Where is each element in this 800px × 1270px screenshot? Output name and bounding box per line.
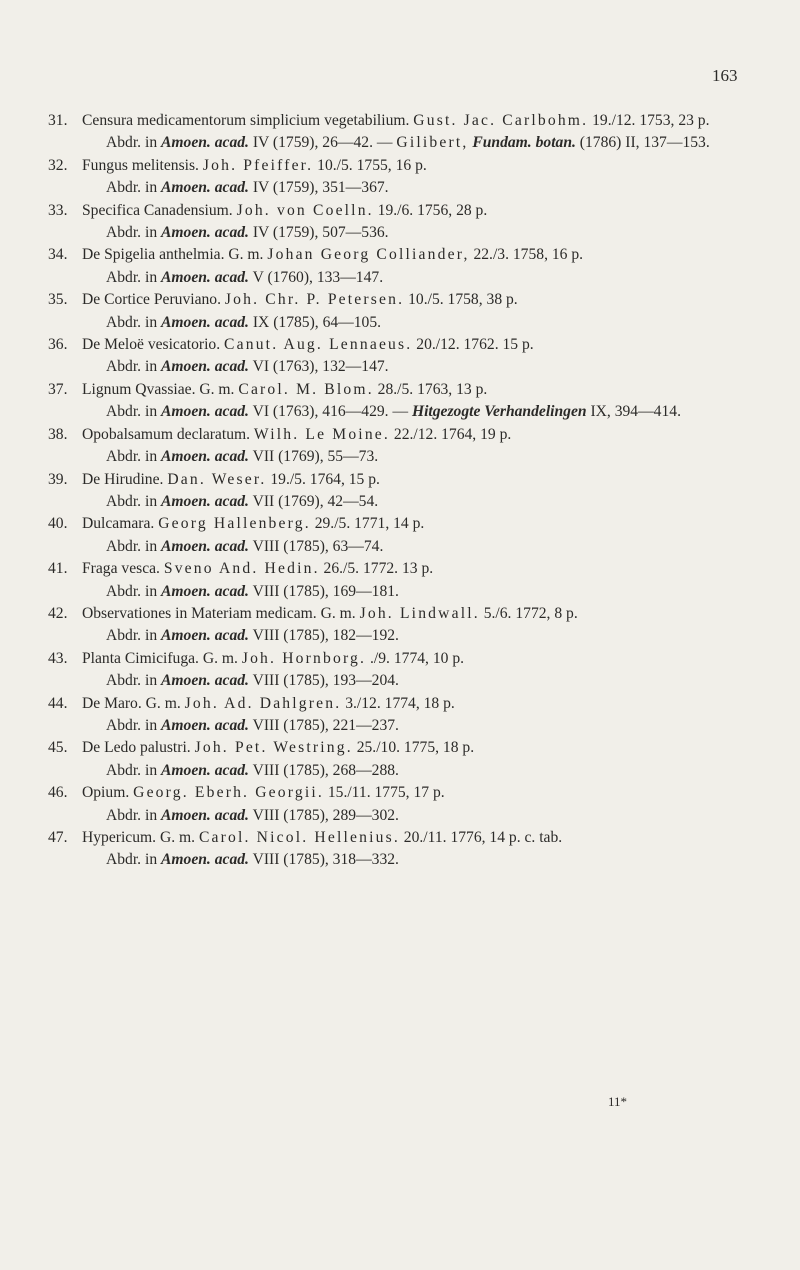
journal-title: Amoen. acad.	[161, 403, 249, 421]
reprint-note: Abdr. in Amoen. acad. VII (1769), 42—54.	[106, 492, 379, 510]
entry-36	[48, 334, 754, 379]
entry-number: 42.	[48, 604, 68, 622]
journal-title: Amoen. acad.	[161, 627, 249, 645]
author-name: Georg Hallenberg.	[158, 515, 311, 533]
journal-title: Amoen. acad.	[161, 537, 249, 555]
entry-title: Fraga vesca. Sveno And. Hedin. 26./5. 1772. 13 p.	[82, 560, 434, 578]
entry-39	[48, 469, 754, 514]
entry-number: 33.	[48, 201, 68, 219]
reprint-note: Abdr. in Amoen. acad. IV (1759), 507—536.	[106, 224, 389, 242]
entry-title: De Meloë vesicatorio. Canut. Aug. Lennaeus. 20./12. 1762. 15 p.	[82, 336, 534, 354]
journal-title: Amoen. acad.	[161, 268, 249, 286]
reprint-note: Abdr. in Amoen. acad. VIII (1785), 289—302.	[106, 806, 399, 824]
author-name: Carol. Nicol. Hellenius.	[198, 829, 400, 846]
journal-title: Amoen. acad.	[161, 806, 249, 824]
reprint-note: Abdr. in Amoen. acad. IV (1759), 26—42. — Gilibert, Fundam. botan. (1786) II, 137—153.	[106, 134, 710, 152]
author-name: Wilh. Le Moine.	[253, 425, 390, 443]
author-name: Georg. Eberh. Georgii.	[133, 784, 324, 802]
entry-title: De Hirudine. Dan. Weser. 19./5. 1764, 15 p.	[82, 470, 380, 488]
entry-title: De Spigelia anthelmia. G. m. Johan Georg Colliander, 22./3. 1758, 16 p.	[82, 246, 584, 264]
entry-38	[48, 424, 754, 469]
entry-title: De Cortice Peruviano. Joh. Chr. P. Petersen. 10./5. 1758, 38 p.	[82, 291, 518, 309]
journal-title: Amoen. acad.	[161, 672, 249, 690]
signature-mark: 11*	[608, 1094, 628, 1109]
reprint-note: Abdr. in Amoen. acad. VII (1769), 55—73.	[106, 448, 379, 466]
author-name: Joh. von Coelln.	[236, 201, 374, 219]
entry-47	[48, 827, 754, 872]
reprint-note: Abdr. in Amoen. acad. IV (1759), 351—367.	[106, 179, 389, 197]
reprint-note: Abdr. in Amoen. acad. VI (1763), 132—147.	[106, 358, 389, 376]
reprint-note: Abdr. in Amoen. acad. VIII (1785), 268—288.	[106, 761, 399, 779]
reprint-note: Abdr. in Amoen. acad. VIII (1785), 221—237.	[106, 716, 399, 734]
reprint-note: Abdr. in Amoen. acad. VIII (1785), 169—181.	[106, 582, 399, 600]
entry-number: 41.	[48, 560, 68, 578]
entry-title: Fungus melitensis. Joh. Pfeiffer. 10./5. 1755, 16 p.	[82, 156, 427, 174]
author-name: Canut. Aug. Lennaeus.	[224, 336, 413, 354]
entry-43	[48, 648, 754, 693]
entry-42	[48, 603, 754, 648]
author-name: Gilibert,	[396, 134, 469, 152]
entry-number: 44.	[48, 694, 68, 712]
author-name: Johan Georg Colliander,	[267, 246, 470, 264]
journal-title: Amoen. acad.	[161, 358, 249, 376]
journal-title: Amoen. acad.	[161, 851, 249, 869]
entry-number: 39.	[48, 470, 68, 488]
entry-title: Opobalsamum declaratum. Wilh. Le Moine. 22./12. 1764, 19 p.	[82, 425, 512, 443]
entry-number: 43.	[48, 649, 68, 667]
entry-title: Dulcamara. Georg Hallenberg. 29./5. 1771, 14 p.	[82, 515, 425, 533]
entry-title: Specifica Canadensium. Joh. von Coelln. 19./6. 1756, 28 p.	[82, 201, 488, 219]
entry-number: 47.	[48, 829, 68, 846]
journal-title: Amoen. acad.	[161, 761, 249, 779]
entry-46	[48, 782, 754, 827]
reprint-note: Abdr. in Amoen. acad. VIII (1785), 182—192.	[106, 627, 399, 645]
journal-title: Fundam. botan.	[468, 134, 576, 152]
entry-title: Opium. Georg. Eberh. Georgii. 15./11. 1775, 17 p.	[82, 784, 445, 802]
reprint-note: Abdr. in Amoen. acad. VI (1763), 416—429. — Hitgezogte Verhandelingen IX, 394—414.	[106, 403, 681, 421]
journal-title: Amoen. acad.	[161, 582, 249, 600]
entry-number: 31.	[48, 112, 68, 129]
entry-41	[48, 558, 754, 603]
entry-number: 40.	[48, 515, 68, 533]
author-name: Joh. Lindwall.	[359, 604, 480, 622]
author-name: Joh. Hornborg.	[241, 649, 367, 667]
page-number: 163	[712, 66, 738, 85]
entry-45	[48, 737, 754, 782]
journal-title: Amoen. acad.	[161, 716, 249, 734]
entry-number: 34.	[48, 246, 68, 264]
reprint-note: Abdr. in Amoen. acad. VIII (1785), 193—204.	[106, 672, 399, 690]
author-name: Sveno And. Hedin.	[163, 560, 320, 578]
journal-title: Amoen. acad.	[161, 134, 249, 152]
journal-title: Hitgezogte Verhandelingen	[411, 403, 587, 421]
entry-title: Planta Cimicifuga. G. m. Joh. Hornborg. ./9. 1774, 10 p.	[82, 649, 465, 667]
entry-number: 36.	[48, 336, 68, 354]
bibliography-list	[48, 110, 754, 872]
entry-title: Lignum Qvassiae. G. m. Carol. M. Blom. 28./5. 1763, 13 p.	[82, 380, 488, 398]
entry-37	[48, 379, 754, 424]
entry-title: Hypericum. G. m. Carol. Nicol. Hellenius. 20./11. 1776, 14 p. c. tab.	[82, 829, 563, 846]
entry-32	[48, 155, 754, 200]
entry-title: Observationes in Materiam medicam. G. m. Joh. Lindwall. 5./6. 1772, 8 p.	[82, 604, 578, 622]
entry-35	[48, 289, 754, 334]
entry-33	[48, 200, 754, 245]
entry-title: De Ledo palustri. Joh. Pet. Westring. 25./10. 1775, 18 p.	[82, 739, 475, 757]
journal-title: Amoen. acad.	[161, 224, 249, 242]
entry-number: 45.	[48, 739, 68, 757]
author-name: Joh. Pfeiffer.	[202, 156, 314, 174]
entry-31	[48, 110, 754, 155]
author-name: Dan. Weser.	[167, 470, 267, 488]
entry-number: 37.	[48, 380, 68, 398]
entry-title: De Maro. G. m. Joh. Ad. Dahlgren. 3./12. 1774, 18 p.	[82, 694, 455, 712]
entry-title: Censura medicamentorum simplicium vegetabilium. Gust. Jac. Carlbohm. 19./12. 1753, 23 p.	[82, 112, 710, 129]
entry-34	[48, 244, 754, 289]
author-name: Joh. Pet. Westring.	[194, 739, 353, 757]
reprint-note: Abdr. in Amoen. acad. IX (1785), 64—105.	[106, 313, 382, 331]
reprint-note: Abdr. in Amoen. acad. VIII (1785), 318—332.	[106, 851, 399, 869]
entry-number: 38.	[48, 425, 68, 443]
entry-40	[48, 513, 754, 558]
entry-number: 32.	[48, 156, 68, 174]
author-name: Joh. Chr. P. Petersen.	[224, 291, 405, 309]
author-name: Gust. Jac. Carlbohm.	[413, 112, 589, 129]
entry-number: 46.	[48, 784, 68, 802]
reprint-note: Abdr. in Amoen. acad. VIII (1785), 63—74.	[106, 537, 384, 555]
journal-title: Amoen. acad.	[161, 179, 249, 197]
journal-title: Amoen. acad.	[161, 313, 249, 331]
author-name: Joh. Ad. Dahlgren.	[184, 694, 342, 712]
journal-title: Amoen. acad.	[161, 492, 249, 510]
entry-number: 35.	[48, 291, 68, 309]
reprint-note: Abdr. in Amoen. acad. V (1760), 133—147.	[106, 268, 384, 286]
author-name: Carol. M. Blom.	[238, 380, 374, 398]
journal-title: Amoen. acad.	[161, 448, 249, 466]
entry-44	[48, 693, 754, 738]
